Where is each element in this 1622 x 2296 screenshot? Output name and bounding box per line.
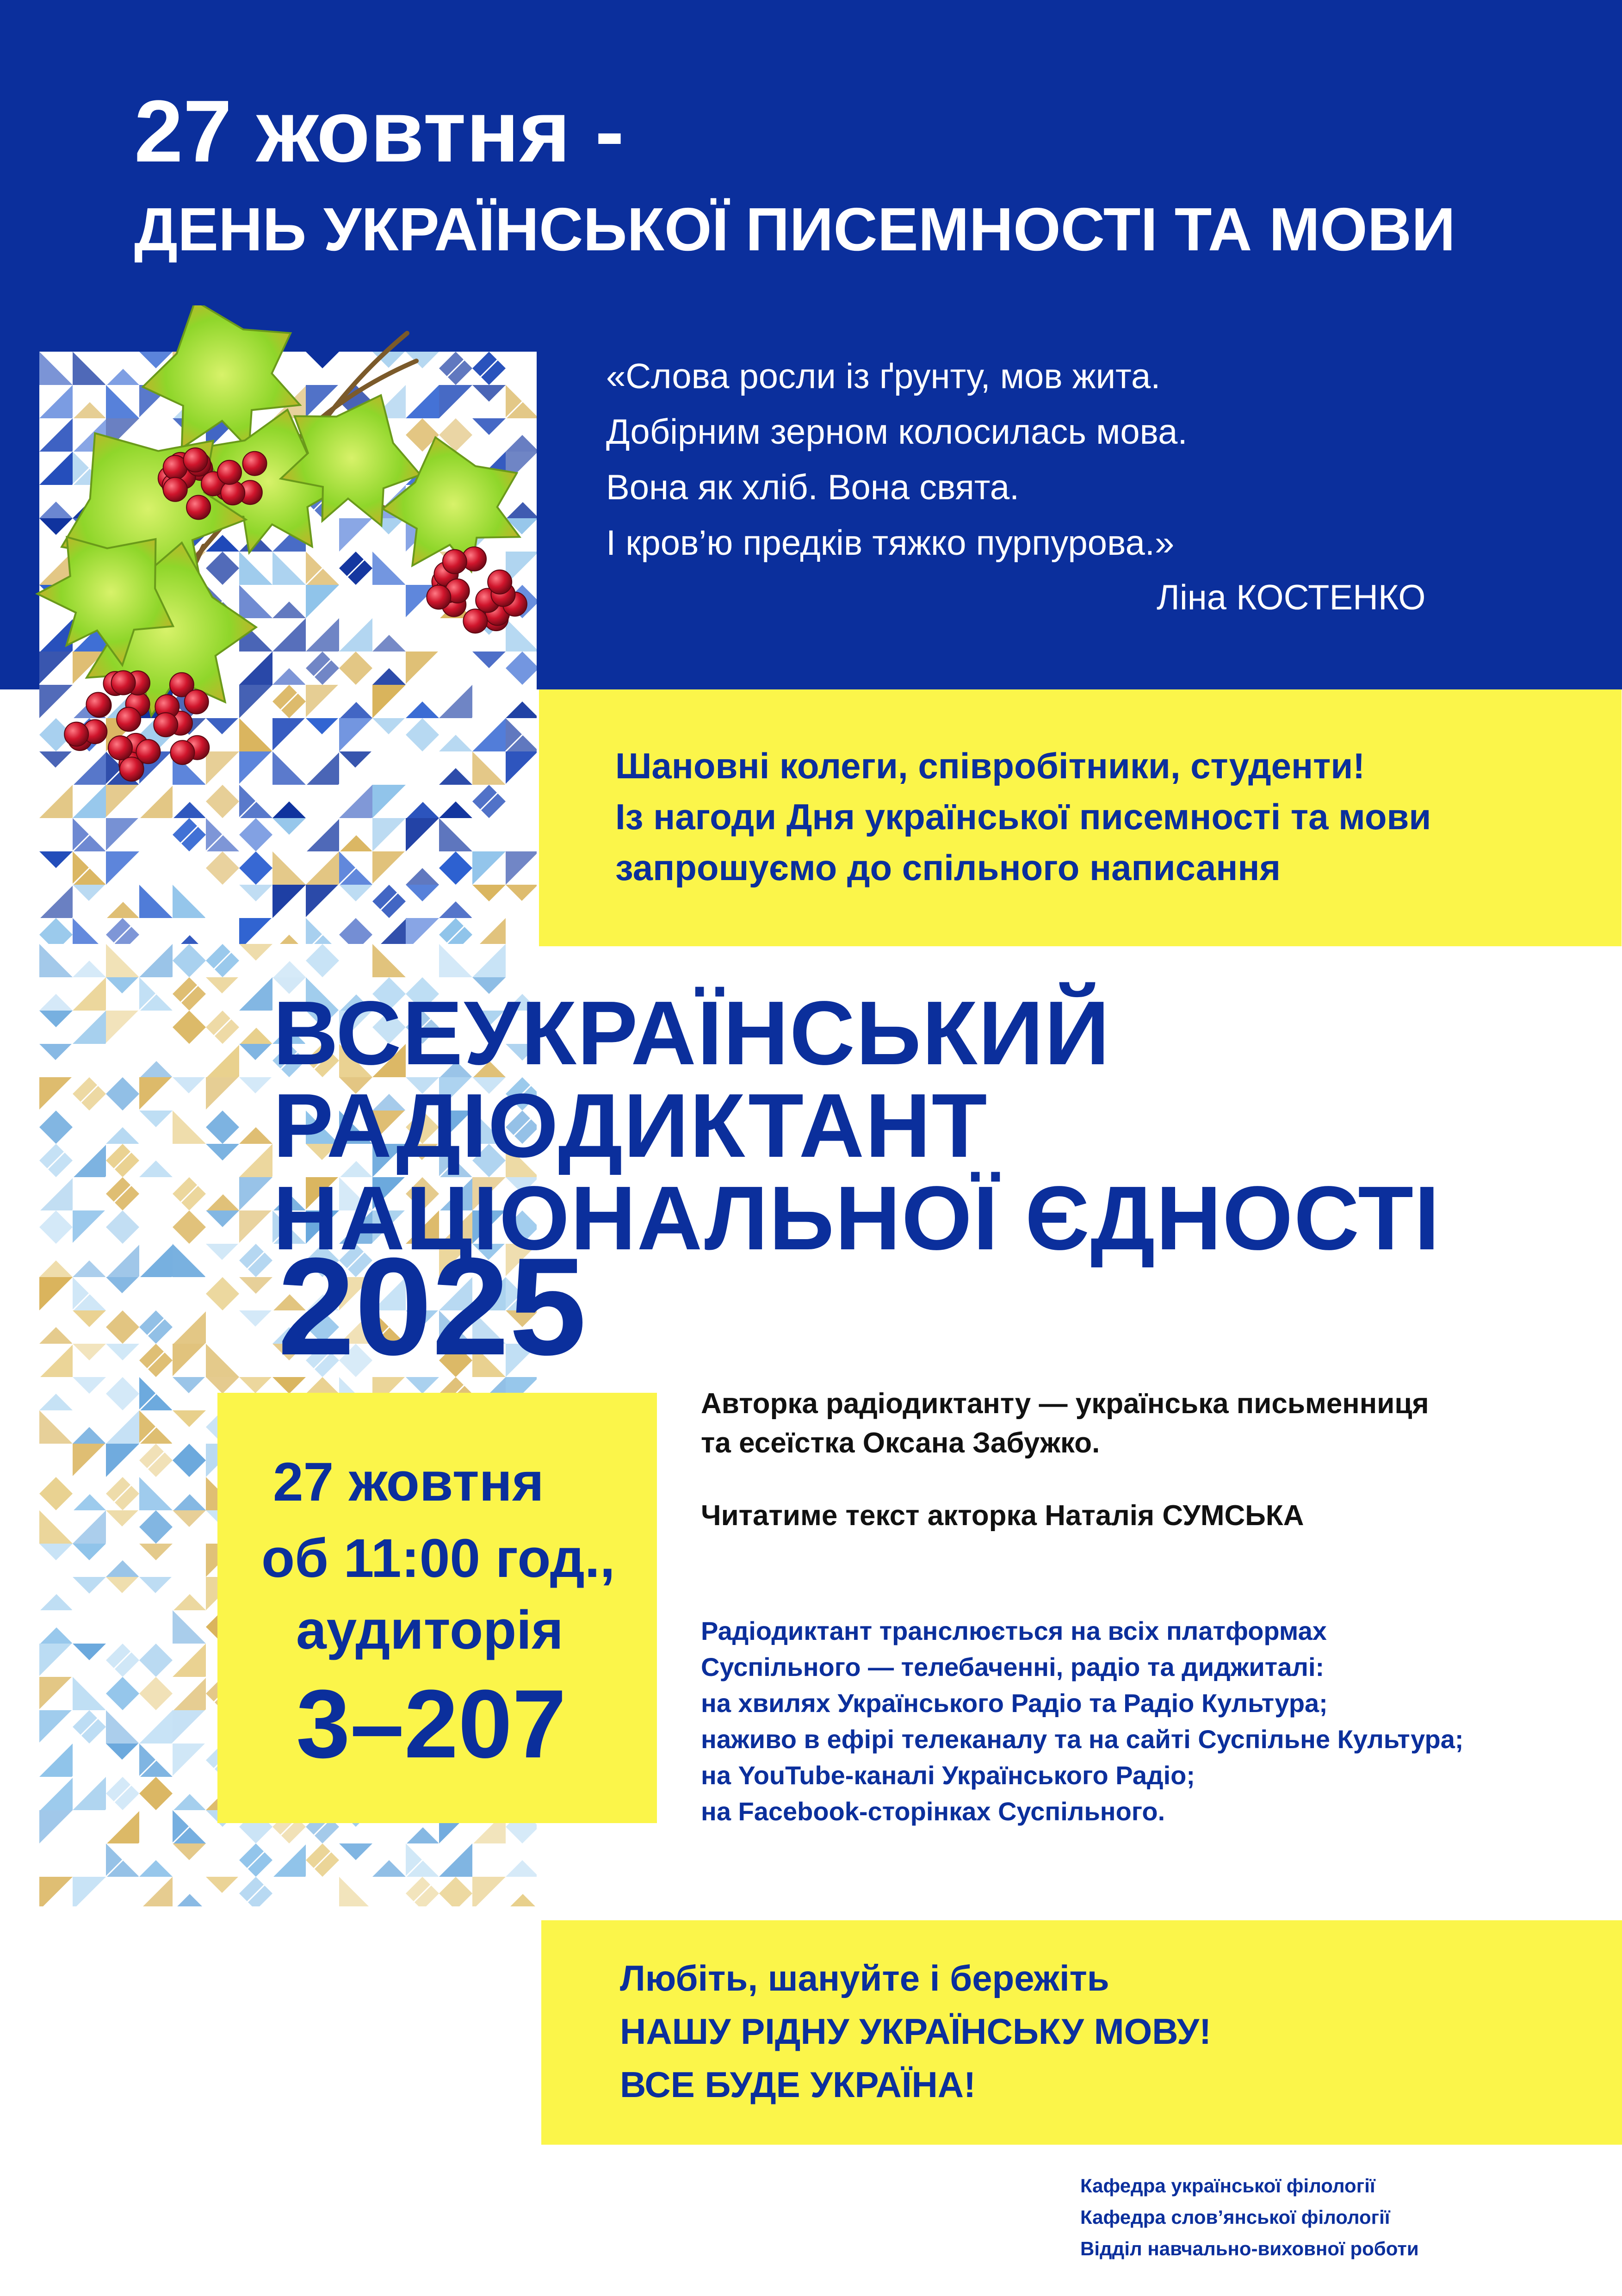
quote-author: Ліна КОСТЕНКО [1157,578,1426,617]
main-title-year: 2025 [278,1229,587,1384]
closing-line: НАШУ РІДНУ УКРАЇНСЬКУ МОВУ! [620,2011,1212,2052]
signature-line: Кафедра слов’янської філології [1080,2206,1390,2228]
invitation-line: Шановні колеги, співробітники, студенти! [615,745,1365,786]
main-title-line: НАЦІОНАЛЬНОЇ ЄДНОСТІ [273,1167,1441,1269]
main-title-line: ВСЕУКРАЇНСЬКИЙ [273,982,1111,1084]
viburnum-branch-illustration [28,305,560,814]
invitation-line: Із нагоди Дня української писемності та мови [615,796,1431,837]
event-time: об 11:00 год., [261,1528,615,1589]
event-date: 27 жовтня [273,1452,544,1513]
quote-line: Добірним зерном колосилась мова. [606,412,1188,452]
quote-line: І кров’ю предків тяжко пурпурова.» [606,523,1175,563]
quote-line: «Слова росли із ґрунту, мов жита. [606,357,1161,396]
closing-line: Любіть, шануйте і бережіть [620,1958,1109,1998]
author-info-line: та есеїстка Оксана Забужко. [701,1427,1100,1459]
broadcast-line: на YouTube-каналі Українського Радіо; [701,1761,1195,1790]
main-title-line: РАДІОДИКТАНТ [273,1075,988,1176]
closing-line: ВСЕ БУДЕ УКРАЇНА! [620,2064,976,2105]
broadcast-line: на Facebook-сторінках Суспільного. [701,1797,1165,1826]
event-room-number: 3–207 [296,1669,566,1778]
reader-info: Читатиме текст акторка Наталія СУМСЬКА [701,1500,1304,1532]
quote-line: Вона як хліб. Вона свята. [606,468,1020,507]
title-event: ДЕНЬ УКРАЇНСЬКОЇ ПИСЕМНОСТІ ТА МОВИ [134,195,1455,263]
broadcast-line: наживо в ефірі телеканалу та на сайті Суспільне Культура; [701,1725,1464,1754]
author-info-line: Авторка радіодиктанту — українська письменниця [701,1388,1429,1420]
title-date: 27 жовтня - [134,82,625,180]
signature-line: Відділ навчально-виховної роботи [1080,2238,1419,2259]
signature-line: Кафедра української філології [1080,2175,1375,2197]
broadcast-line: Суспільного — телебаченні, радіо та диджиталі: [701,1652,1325,1682]
broadcast-line: на хвилях Українського Радіо та Радіо Культура; [701,1688,1328,1718]
broadcast-line: Радіодиктант транслюється на всіх платформах [701,1616,1327,1645]
event-room-label: аудиторія [296,1600,563,1661]
invitation-line: запрошуємо до спільного написання [615,847,1281,888]
